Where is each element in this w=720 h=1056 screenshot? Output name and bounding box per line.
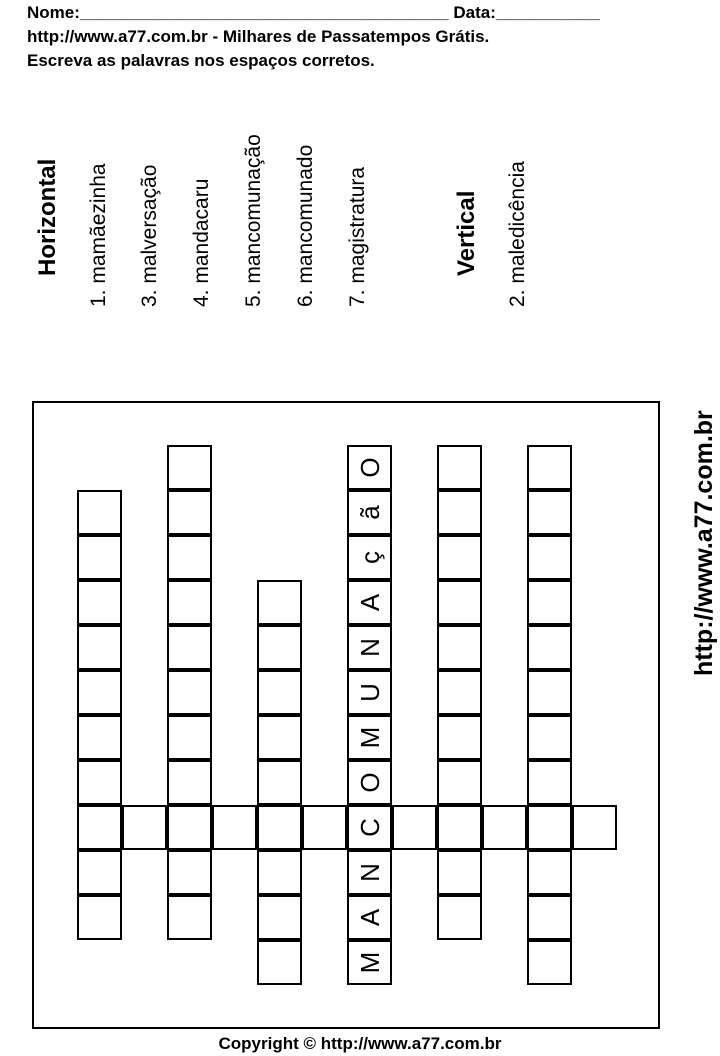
- grid-cell[interactable]: [257, 760, 302, 805]
- copyright-footer: Copyright © http://www.a77.com.br: [218, 1034, 502, 1053]
- clue-1: 1. mamãezinha: [87, 163, 110, 307]
- grid-cell[interactable]: [437, 625, 482, 670]
- grid-cell[interactable]: [527, 670, 572, 715]
- grid-cell[interactable]: [572, 805, 617, 850]
- grid-cell[interactable]: [167, 535, 212, 580]
- grid-cell[interactable]: [212, 805, 257, 850]
- filled-letter: A: [354, 593, 385, 612]
- grid-cell[interactable]: [302, 805, 347, 850]
- grid-cell[interactable]: [437, 715, 482, 760]
- grid-cell[interactable]: [77, 850, 122, 895]
- grid-cell[interactable]: [437, 895, 482, 940]
- grid-cell[interactable]: [437, 580, 482, 625]
- grid-cell[interactable]: [167, 490, 212, 535]
- instructions: Escreva as palavras nos espaços corretos.: [27, 51, 375, 70]
- grid-cell[interactable]: [167, 850, 212, 895]
- grid-cell[interactable]: [257, 805, 302, 850]
- grid-cell[interactable]: [257, 850, 302, 895]
- grid-cell[interactable]: [437, 760, 482, 805]
- clue-6: 6. mancomunado: [294, 144, 317, 307]
- clue-5: 5. mancomunação: [242, 134, 265, 307]
- grid-cell[interactable]: [437, 670, 482, 715]
- grid-cell[interactable]: [527, 715, 572, 760]
- grid-cell[interactable]: [437, 490, 482, 535]
- grid-cell[interactable]: [437, 850, 482, 895]
- grid-cell[interactable]: [437, 535, 482, 580]
- grid-cell[interactable]: [527, 760, 572, 805]
- grid-cell[interactable]: [167, 625, 212, 670]
- grid-cell[interactable]: [527, 895, 572, 940]
- grid-cell[interactable]: [167, 715, 212, 760]
- grid-cell[interactable]: [437, 805, 482, 850]
- grid-cell[interactable]: [167, 580, 212, 625]
- grid-cell[interactable]: [257, 670, 302, 715]
- grid-cell[interactable]: [527, 490, 572, 535]
- grid-cell[interactable]: [527, 445, 572, 490]
- grid-cell[interactable]: [167, 805, 212, 850]
- grid-cell[interactable]: [527, 940, 572, 985]
- filled-letter: N: [354, 863, 385, 882]
- filled-letter: M: [354, 951, 385, 974]
- clue-3: 3. malversação: [138, 164, 161, 307]
- grid-cell[interactable]: [257, 625, 302, 670]
- site-tagline: http://www.a77.com.br - Milhares de Passatempos Grátis.: [27, 27, 490, 46]
- grid-cell[interactable]: [257, 895, 302, 940]
- grid-cell[interactable]: [527, 805, 572, 850]
- filled-letter: O: [354, 772, 385, 793]
- grid-cell[interactable]: [392, 805, 437, 850]
- grid-cell[interactable]: [77, 670, 122, 715]
- grid-cell[interactable]: [437, 445, 482, 490]
- filled-letter: A: [354, 908, 385, 927]
- grid-cell[interactable]: [167, 670, 212, 715]
- grid-cell[interactable]: [77, 580, 122, 625]
- grid-cell[interactable]: [77, 490, 122, 535]
- filled-letter: N: [354, 638, 385, 657]
- grid-cell[interactable]: [527, 850, 572, 895]
- grid-cell[interactable]: [167, 895, 212, 940]
- filled-letter: U: [354, 683, 385, 702]
- vertical-heading: Vertical: [453, 190, 480, 276]
- grid-cell[interactable]: [257, 580, 302, 625]
- filled-letter: ç: [354, 551, 385, 564]
- filled-letter: O: [354, 457, 385, 478]
- grid-cell[interactable]: [167, 445, 212, 490]
- grid-cell[interactable]: [77, 535, 122, 580]
- filled-letter: C: [354, 818, 385, 837]
- clue-4: 4. mandacaru: [190, 178, 213, 307]
- horizontal-heading: Horizontal: [34, 158, 61, 276]
- grid-cell[interactable]: [257, 940, 302, 985]
- grid-cell[interactable]: [77, 895, 122, 940]
- grid-cell[interactable]: [527, 535, 572, 580]
- grid-cell[interactable]: [77, 715, 122, 760]
- grid-cell[interactable]: [482, 805, 527, 850]
- filled-letter: M: [354, 726, 385, 749]
- clue-7: 7. magistratura: [346, 166, 369, 307]
- grid-cell[interactable]: [257, 715, 302, 760]
- filled-letter: ã: [354, 505, 385, 520]
- grid-cell[interactable]: [77, 760, 122, 805]
- grid-cell[interactable]: [527, 580, 572, 625]
- grid-cell[interactable]: [77, 805, 122, 850]
- grid-cell[interactable]: [167, 760, 212, 805]
- grid-cell[interactable]: [77, 625, 122, 670]
- grid-cell[interactable]: [122, 805, 167, 850]
- side-url: http://www.a77.com.br: [690, 410, 718, 676]
- name-date-line: Nome:_______________________________________ Data:___________: [27, 3, 600, 22]
- clue-2: 2. maledicência: [506, 161, 529, 307]
- grid-cell[interactable]: [527, 625, 572, 670]
